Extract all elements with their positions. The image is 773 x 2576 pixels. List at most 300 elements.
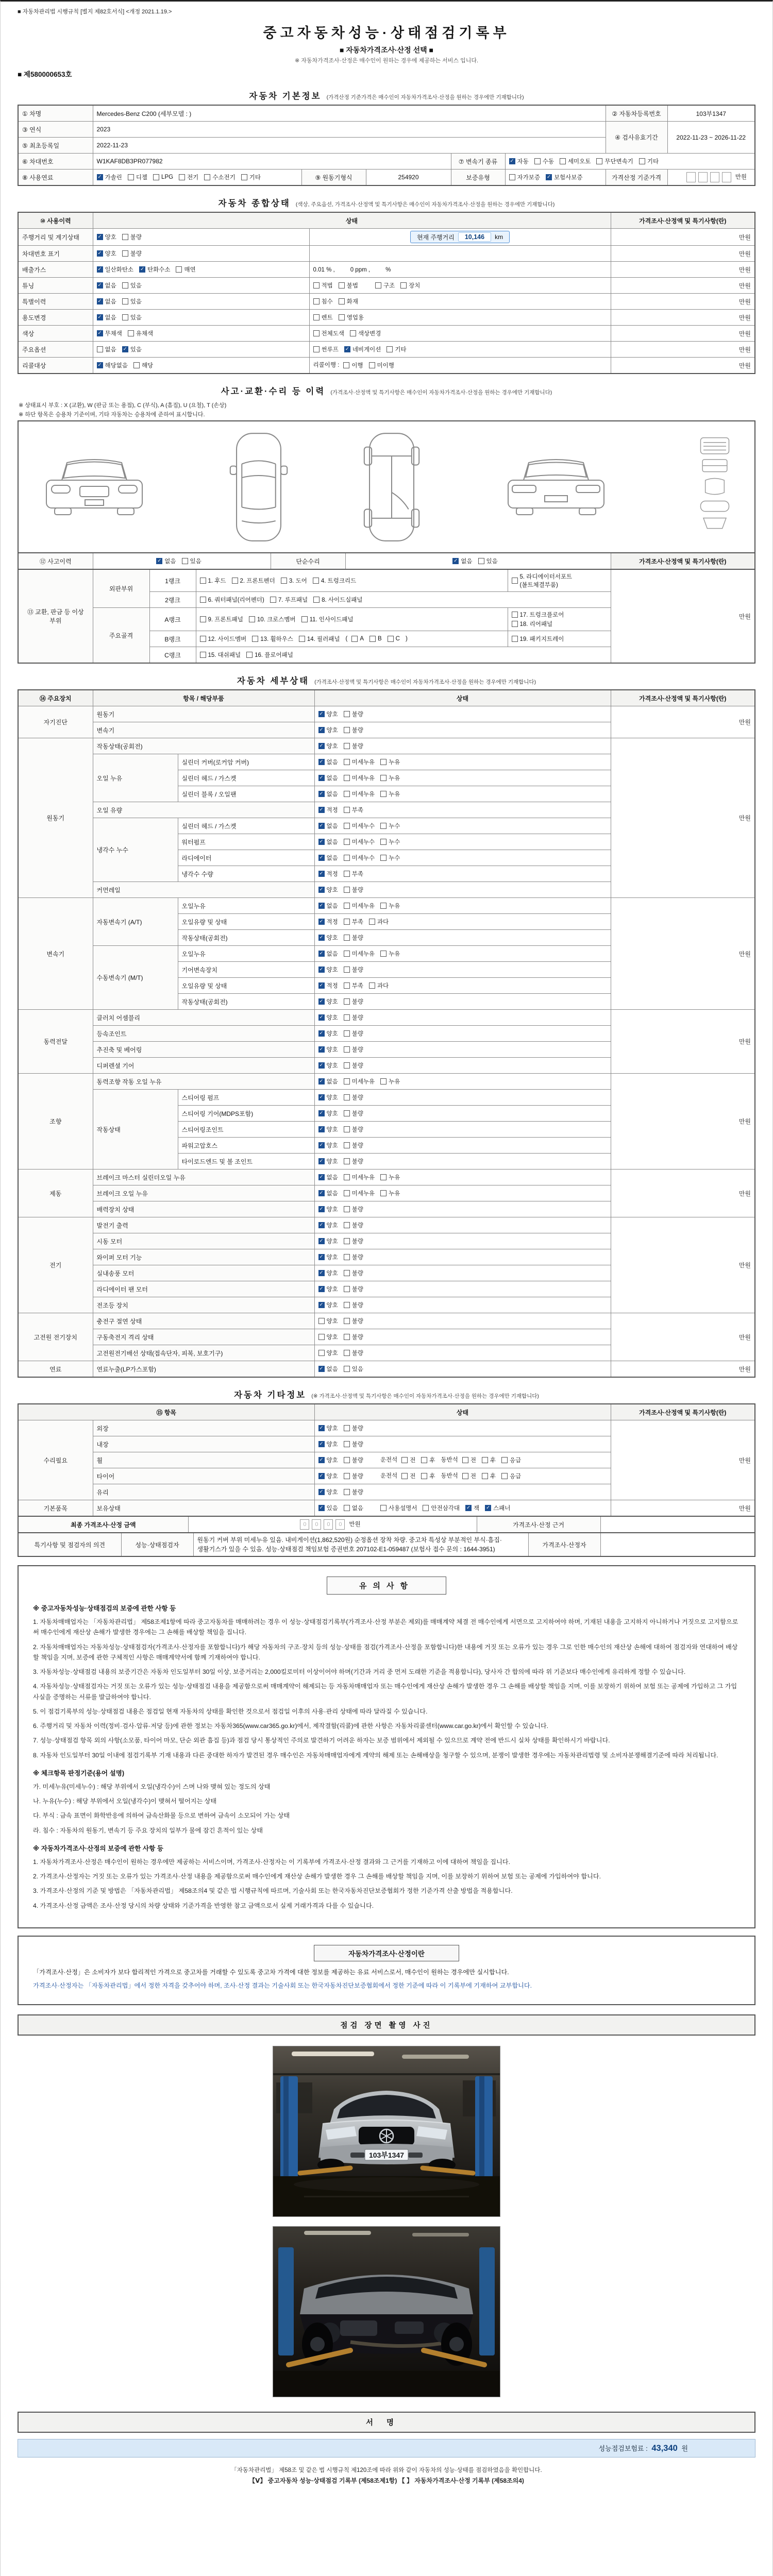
- state-cell: [314, 1249, 611, 1265]
- current-mileage-value: 10,146: [458, 232, 491, 242]
- cell: ⑧ 사용연료: [18, 170, 93, 186]
- cell: 충전구 절연 상태: [93, 1313, 314, 1329]
- checkbox-unchecked: 불량: [344, 1125, 363, 1133]
- checkbox-checked: ✓ 양호: [318, 1125, 338, 1133]
- notice-item: 4. 자동차성능·상태점검자는 거짓 또는 오류가 있는 성능·상태점검 내용을 제공함으로써 매매계약이 해제되는 등 자동차매매업자 또는 매수인에게 재산상 손해가 발생한 경우 그 손해를 배상할 책임을 지며, 이를 보장하기 위하여 보험 또는 공제에 가입하고 그 가입 사실을 증명하는 서류를 발급하여야 합니다.: [33, 1683, 737, 1701]
- checkbox-unchecked: 불량: [344, 1317, 363, 1325]
- cell: ⑩ 사용이력: [18, 212, 93, 229]
- cell: 만원: [611, 1010, 755, 1074]
- cell: 타이어: [93, 1468, 314, 1484]
- checkbox-checked: ✓ 양호: [318, 1221, 338, 1229]
- cell: 가격조사·산정 근거: [477, 1516, 600, 1533]
- state-cell: [314, 1436, 611, 1452]
- cell: 1랭크: [149, 569, 196, 592]
- checkbox-unchecked: 불량: [344, 1285, 363, 1293]
- checkbox-unchecked: 불량: [344, 1205, 363, 1213]
- checkbox-unchecked: 불량: [344, 1269, 363, 1277]
- state-cell: [314, 1154, 611, 1170]
- cell: 시동 모터: [93, 1233, 314, 1249]
- checkbox-checked: ✓ 양호: [318, 726, 338, 734]
- cell: 색상: [18, 326, 93, 342]
- checkbox-checked: ✓ 네비게이션: [344, 345, 381, 353]
- price-option-subtitle: ■ 자동차가격조사·산정 선택 ■: [339, 46, 433, 54]
- checkbox-unchecked: 해당: [133, 361, 153, 369]
- checkbox-checked: ✓ 양호: [318, 710, 338, 718]
- checkbox-checked: ✓ 없음: [318, 838, 338, 846]
- cell: 가격조사·산정자: [528, 1533, 600, 1556]
- state-cell: [314, 1329, 611, 1345]
- checkbox-unchecked: 14. 필러패널: [299, 635, 340, 643]
- signature-section-title: 서명: [18, 2412, 755, 2433]
- cell: 변속기: [18, 898, 93, 1010]
- cell: 특별이력: [18, 294, 93, 310]
- amount-digit-boxes: 0 0 0 0: [300, 1519, 345, 1530]
- cell: 리콜대상: [18, 358, 93, 374]
- checkbox-unchecked: 누수: [380, 838, 400, 846]
- checkbox-unchecked: 있음: [182, 557, 201, 565]
- cell: 디퍼렌셜 기어: [93, 1058, 314, 1074]
- state-cell: [314, 962, 611, 978]
- checkbox-unchecked: 불량: [344, 1456, 363, 1464]
- checkbox-unchecked: 안전삼각대: [423, 1504, 460, 1512]
- reg-no-label: ② 자동차등록번호: [606, 105, 667, 122]
- checkbox-unchecked: 불량: [344, 742, 363, 750]
- checkbox-checked: ✓ 양호: [318, 1013, 338, 1022]
- basic-info-table: [18, 105, 755, 186]
- checkbox-unchecked: 누유: [380, 790, 400, 798]
- checkbox-unchecked: 수동: [534, 157, 554, 165]
- cell: 제동: [18, 1170, 93, 1217]
- state-cell: [93, 170, 301, 186]
- state-cell: [314, 1074, 611, 1090]
- checkbox-unchecked: 과다: [369, 981, 389, 990]
- checkbox-checked: ✓ 있음: [122, 345, 142, 353]
- notices-title: 유의사항: [327, 1577, 446, 1595]
- state-cell: [93, 246, 309, 262]
- checkbox-unchecked: 불량: [344, 1237, 363, 1245]
- exchange-panel-table: [18, 569, 755, 664]
- checkbox-unchecked: 3. 도어: [281, 577, 307, 585]
- inline-text: 0 ppm ,: [350, 267, 371, 273]
- cell: 만원: [611, 326, 755, 342]
- cell: 만원: [611, 358, 755, 374]
- checkbox-unchecked: 누유: [380, 902, 400, 910]
- cell: ⑦ 변속기 종류: [451, 154, 505, 170]
- notice-item: 3. 가격조사·산정의 기준 및 방법은 「자동차관리법」 제58조의4 및 같은 법 시행규칙에 따르며, 기술사회 또는 한국자동차진단보증협회가 정한 기준가격 산출 방법을 적용합니다.: [33, 1887, 513, 1895]
- cell: 254920: [366, 170, 451, 186]
- state-cell: [309, 294, 611, 310]
- vin-value: W1KAF8DB3PR077982: [93, 154, 451, 170]
- car-diagram-rear-view: [492, 443, 620, 531]
- state-cell: [93, 310, 309, 326]
- cell: ③ 연식: [18, 122, 93, 138]
- price-definition-title: 자동차가격조사·산정이란: [314, 1945, 459, 1961]
- cell: 2023: [93, 122, 606, 138]
- cell: 가격조사·산정액 및 특기사항(란): [611, 1404, 755, 1420]
- checkbox-unchecked: 응급: [501, 1472, 521, 1480]
- price-definition-paragraph: 가격조사·산정자는 「자동차관리법」에서 정한 자격을 갖추어야 하며, 조사·산정 결과는 기술사회 또는 한국자동차진단보증협회에서 정한 기준에 따라 이 기록부에 기재하여 교부합니다.: [33, 1982, 532, 1990]
- checkbox-unchecked: 세미오토: [560, 157, 591, 165]
- section-overall-condition: [18, 192, 755, 374]
- checkbox-unchecked: 후: [421, 1472, 435, 1480]
- notice-item: 라. 침수 : 자동차의 원동기, 변속기 등 주요 장치의 일부가 물에 잠긴 흔적이 있는 상태: [33, 1826, 263, 1834]
- state-cell: [314, 802, 611, 818]
- cell: ⑥ 차대번호: [18, 154, 93, 170]
- checkbox-unchecked: 후: [482, 1472, 496, 1480]
- checkbox-checked: ✓ 없음: [452, 557, 472, 565]
- notice-item: 7. 성능·상태점검 항목 외의 사항(소모품, 타이어 마모, 단순 외관 흠집 등)과 점검 당시 통상적인 주의로 발견하기 어려운 하자는 보증 범위에서 제외될 수 있으므로 계약 전에 반드시 실차 상태를 확인하시기 바랍니다.: [33, 1737, 610, 1744]
- checkbox-unchecked: 후: [482, 1456, 496, 1464]
- state-cell: [314, 882, 611, 898]
- checkbox-checked: ✓ 없음: [318, 950, 338, 958]
- cell: 상태: [93, 212, 611, 229]
- diagram-basis-legend: ※ 하단 항목은 승용차 기준이며, 기타 자동차는 승용차에 준하여 표시합니다.: [19, 412, 205, 418]
- cell: ⑭ 주요장치: [18, 690, 93, 706]
- inspection-photo-front: [273, 2046, 500, 2216]
- state-cell: [93, 294, 309, 310]
- inspection-photo-1: [273, 2046, 500, 2217]
- state-cell: [314, 834, 611, 850]
- state-cell: [314, 1500, 611, 1517]
- checkbox-unchecked: 불량: [344, 710, 363, 718]
- checkbox-unchecked: 불량: [344, 1440, 363, 1448]
- cell: 만원: [611, 294, 755, 310]
- state-cell: [196, 592, 611, 608]
- checkbox-unchecked: 렌트: [313, 313, 333, 321]
- checkbox-unchecked: 불량: [344, 1221, 363, 1229]
- cell: 실내송풍 모터: [93, 1265, 314, 1281]
- cell: 원동기: [18, 738, 93, 898]
- checkbox-unchecked: 미세누유: [344, 902, 375, 910]
- checkbox-checked: ✓ 양호: [318, 1237, 338, 1245]
- checkbox-unchecked: 미세누유: [344, 1077, 375, 1086]
- cell: 스티어링 펌프: [178, 1090, 314, 1106]
- cell: [600, 1533, 755, 1556]
- inline-text: ): [405, 636, 408, 642]
- checkbox-checked: ✓ 양호: [318, 1109, 338, 1117]
- price-definition-box: [18, 1936, 755, 2005]
- checkbox-checked: ✓ 있음: [318, 1504, 338, 1512]
- state-cell: [314, 866, 611, 882]
- checkbox-unchecked: 불량: [344, 1093, 363, 1101]
- cell: 2022-11-23: [93, 138, 606, 154]
- cell: 타이로드엔드 및 볼 조인트: [178, 1154, 314, 1170]
- cell: 만원: [611, 310, 755, 326]
- checkbox-unchecked: 전체도색: [313, 329, 344, 337]
- checkbox-checked: ✓ 없음: [97, 281, 116, 290]
- checkbox-checked: ✓ 양호: [318, 1269, 338, 1277]
- checkbox-unchecked: 기타: [386, 345, 406, 353]
- cell: 내장: [93, 1436, 314, 1452]
- checkbox-unchecked: 11. 인사이드패널: [301, 615, 354, 623]
- checkbox-unchecked: 썬루프: [313, 345, 339, 353]
- checkbox-checked: ✓ 없음: [318, 902, 338, 910]
- state-cell: [314, 1201, 611, 1217]
- cell: 만원: [611, 569, 755, 663]
- state-cell: [314, 1122, 611, 1138]
- cell: 외판부위: [93, 569, 149, 608]
- section-accident-title: 사고·교환·수리 등 이력 (가격조사·산정액 및 특기사항은 매수인이 자동차가격조사·산정을 원하는 경우에만 기재합니다): [221, 387, 552, 396]
- cell: 브레이크 오일 누유: [93, 1185, 314, 1201]
- state-cell: [314, 1361, 611, 1378]
- checkbox-unchecked: 미세누유: [344, 950, 375, 958]
- checkbox-checked: ✓ 적정: [318, 918, 338, 926]
- checkbox-unchecked: 불량: [344, 1013, 363, 1022]
- cell: 동력조향 작동 오일 누유: [93, 1074, 314, 1090]
- state-cell: [314, 1138, 611, 1154]
- checkbox-unchecked: 불량: [344, 1141, 363, 1149]
- checkbox-unchecked: 불량: [344, 1157, 363, 1165]
- cell: 클러치 어셈블리: [93, 1010, 314, 1026]
- cell: 가격조사·산정액 및 특기사항(란): [611, 553, 755, 569]
- checkbox-checked: ✓ 적정: [318, 870, 338, 878]
- notice-item: 나. 누유(누수) : 해당 부위에서 오일(냉각수)이 맺혀서 떨어지는 상태: [33, 1798, 217, 1805]
- checkbox-unchecked: 누수: [380, 854, 400, 862]
- checkbox-unchecked: 수소전기: [204, 173, 235, 181]
- inspection-photo-2: [273, 2226, 500, 2397]
- cell: 만원: [611, 229, 755, 246]
- cell: 변속기: [93, 722, 314, 738]
- checkbox-checked: ✓ 양호: [318, 1205, 338, 1213]
- state-cell: [505, 170, 606, 186]
- checkbox-unchecked: 양호: [318, 1349, 338, 1357]
- cell: 배력장치 상태: [93, 1201, 314, 1217]
- notices-section: [18, 1565, 755, 1928]
- checkbox-unchecked: 응급: [501, 1456, 521, 1464]
- cell: 만원: [611, 1170, 755, 1217]
- checkbox-unchecked: 15. 대쉬패널: [200, 651, 241, 659]
- price-definition-paragraph: 「가격조사·산정」은 소비자가 보다 합리적인 가격으로 중고차를 거래할 수 있도록 중고차 가격에 대한 정보를 제공하는 유료 서비스로서, 매수인이 원하는 경우에만 실시합니다.: [33, 1968, 509, 1976]
- cell: 자동변속기 (A/T): [93, 898, 178, 946]
- checkbox-checked: ✓ 양호: [318, 997, 338, 1006]
- state-cell: [196, 608, 508, 631]
- checkbox-unchecked: 19. 패키지트레이: [512, 635, 564, 643]
- page-title: 중고자동차성능·상태점검기록부: [263, 25, 510, 41]
- inline-text: 리콜이행 :: [313, 362, 340, 369]
- checkbox-checked: ✓ 양호: [318, 1029, 338, 1038]
- cell: 만원: [611, 738, 755, 898]
- state-cell: [314, 754, 611, 770]
- checkbox-checked: ✓ 적정: [318, 981, 338, 990]
- state-cell: [314, 738, 611, 754]
- car-diagram-underside-view: [358, 429, 425, 545]
- cell: [600, 1516, 755, 1533]
- premium-unit: 원: [681, 2444, 688, 2452]
- checkbox-unchecked: 양호: [318, 1333, 338, 1341]
- cell: 발전기 출력: [93, 1217, 314, 1233]
- checkbox-unchecked: 2. 프론트펜더: [232, 577, 275, 585]
- checkbox-unchecked: 17. 트렁크플로어: [512, 611, 564, 619]
- notices-group-c-title: ※ 자동차가격조사·산정의 보증에 관한 사항 등: [33, 1844, 163, 1852]
- inspector-comment: 원동기 커버 부위 미세누유 있음. 내비게이션(1,862,520원) 순정옵션 장착 차량. 중고차 특성상 부분적인 부식·흠집·생활기스가 있을 수 있음. 성능·상태점검 책임보험 증권번호 207102-E1-059487 (보험사 접수 문의 : 1644-3951): [193, 1533, 528, 1556]
- state-cell: [93, 262, 309, 278]
- inline-text: 만원: [735, 174, 747, 181]
- checkbox-unchecked: 전: [401, 1456, 415, 1464]
- premium-value: 43,340: [651, 2443, 678, 2453]
- checkbox-unchecked: 불량: [344, 1349, 363, 1357]
- checkbox-checked: ✓ 없음: [97, 313, 116, 321]
- checkbox-unchecked: 장치: [400, 281, 420, 290]
- cell: 오일유량 및 상태: [178, 914, 314, 930]
- regulation-note: ■ 자동차관리법 시행규칙 [별지 제82호서식] <개정 2021.1.19.>: [18, 9, 172, 15]
- checkbox-checked: ✓ 없음: [318, 822, 338, 830]
- checkbox-unchecked: 불량: [344, 1424, 363, 1432]
- checkbox-unchecked: 불량: [344, 1061, 363, 1070]
- state-cell: [508, 608, 611, 631]
- checkbox-checked: ✓ 없음: [318, 1173, 338, 1181]
- cell: 만원: [611, 1420, 755, 1500]
- cell: ④ 검사유효기간: [606, 122, 667, 154]
- state-cell: [314, 770, 611, 786]
- checkbox-unchecked: 전: [462, 1456, 476, 1464]
- state-cell: [314, 1170, 611, 1185]
- checkbox-unchecked: 미세누수: [344, 838, 375, 846]
- state-cell: [309, 229, 611, 246]
- current-mileage-box: 현재 주행거리 10,146 km: [410, 231, 510, 243]
- checkbox-checked: ✓ 양호: [318, 1301, 338, 1309]
- checkbox-unchecked: 영업용: [339, 313, 364, 321]
- notice-item: 4. 가격조사·산정 금액은 조사·산정 당시의 차량 상태와 기준가격을 반영한 참고 금액으로서 실제 거래가격과 다를 수 있습니다.: [33, 1902, 374, 1909]
- checkbox-checked: ✓ 없음: [318, 758, 338, 766]
- inspection-photo-underside: [273, 2227, 500, 2397]
- state-cell: [508, 569, 611, 592]
- checkbox-checked: ✓ 양호: [318, 1061, 338, 1070]
- checkbox-unchecked: 미세누유: [344, 790, 375, 798]
- cell: 주요골격: [93, 608, 149, 664]
- cell: 만원: [611, 1500, 755, 1517]
- checkbox-unchecked: 부족: [344, 806, 363, 814]
- checkbox-checked: ✓ 양호: [318, 934, 338, 942]
- state-cell: [314, 1090, 611, 1106]
- state-cell: [314, 1185, 611, 1201]
- inline-text: 동반석: [441, 1457, 458, 1464]
- checkbox-unchecked: 불량: [344, 886, 363, 894]
- checkbox-unchecked: 색상변경: [350, 329, 381, 337]
- cell: 연료: [18, 1361, 93, 1378]
- cell: 기본품목: [18, 1500, 93, 1517]
- state-cell: [309, 262, 611, 278]
- cell: 상태: [314, 690, 611, 706]
- cell: 실린더 블록 / 오일팬: [178, 786, 314, 802]
- checkbox-checked: ✓ 보험사보증: [546, 173, 583, 181]
- checkbox-unchecked: 불량: [344, 965, 363, 974]
- amount-digit-boxes: [686, 172, 731, 182]
- final-price-table: [18, 1516, 755, 1533]
- checkbox-unchecked: 있음: [478, 557, 498, 565]
- checkbox-unchecked: 불량: [122, 233, 142, 241]
- accident-history-table: [18, 552, 755, 570]
- state-cell: [314, 850, 611, 866]
- checkbox-unchecked: 불량: [344, 1301, 363, 1309]
- checkbox-unchecked: 16. 플로어패널: [246, 651, 293, 659]
- cell: 냉각수 누수: [93, 818, 178, 882]
- cell: 등속조인트: [93, 1026, 314, 1042]
- cell: 만원: [611, 262, 755, 278]
- checkbox-unchecked: 불량: [344, 1045, 363, 1054]
- cell: ⑤ 최초등록일: [18, 138, 93, 154]
- checkbox-unchecked: 적법: [313, 281, 333, 290]
- notice-item: 6. 주행거리 및 자동차 이력(정비·검사·압류·저당 등)에 관한 정보는 자동차365(www.car365.go.kr)에서, 제작결함(리콜)에 관한 사항은 자동차리콜센터(www.car.go.kr)에서 확인할 수 있습니다.: [33, 1722, 549, 1730]
- checkbox-unchecked: 양호: [318, 1317, 338, 1325]
- checkbox-unchecked: 있음: [122, 313, 142, 321]
- checkbox-unchecked: 9. 프론트패널: [200, 615, 243, 623]
- license-plate-text: 103부1347: [368, 2150, 405, 2159]
- cell: 전기: [18, 1217, 93, 1313]
- cell: ① 차명: [18, 105, 93, 122]
- state-cell: [314, 1042, 611, 1058]
- state-cell: [93, 358, 309, 374]
- state-cell: [314, 1420, 611, 1436]
- cell: 오일 유량: [93, 802, 314, 818]
- checkbox-checked: ✓ 가솔린: [97, 173, 122, 181]
- state-cell: [93, 553, 271, 569]
- state-cell: [314, 898, 611, 914]
- checkbox-checked: ✓ 양호: [318, 742, 338, 750]
- cell: 주요옵션: [18, 342, 93, 358]
- cell: 단순수리: [271, 553, 345, 569]
- checkbox-unchecked: 불량: [344, 934, 363, 942]
- checkbox-unchecked: 부족: [344, 981, 363, 990]
- checkbox-unchecked: 불량: [344, 1253, 363, 1261]
- car-diagram-part-icons: [686, 430, 743, 544]
- cell: 가격산정 기준가격: [606, 170, 667, 186]
- checkbox-unchecked: 누유: [380, 1189, 400, 1197]
- cell: 실린더 커버(로커암 커버): [178, 754, 314, 770]
- checkbox-checked: ✓ 양호: [318, 1141, 338, 1149]
- checkbox-unchecked: B: [369, 636, 382, 642]
- cell: 가격조사·산정액 및 특기사항(란): [611, 212, 755, 229]
- checkbox-checked: ✓ 없음: [318, 1077, 338, 1086]
- checkbox-unchecked: 화재: [339, 297, 358, 306]
- inline-text: 0.01 % ,: [313, 267, 335, 273]
- cell: 만원: [611, 1361, 755, 1378]
- checkbox-unchecked: 4. 트렁크리드: [313, 577, 356, 585]
- notice-item: 1. 자동차매매업자는 「자동차관리법」 제58조제1항에 따라 중고자동차를 매매하려는 경우 이 성능·상태점검기록부(가격조사·산정 부분은 제외)를 매매계약 체결 전 매수인에게 서면으로 고지하여야 하며, 기재된 내용을 고지하지 아니하거나 거짓으로 고지함으로써 매수인에게 재산상 손해가 발생한 경우에는 그 손해를 배상할 책임을 집니다.: [33, 1618, 738, 1636]
- checkbox-unchecked: 미세누유: [344, 758, 375, 766]
- state-cell: [309, 278, 611, 294]
- cell: 외장: [93, 1420, 314, 1436]
- checkbox-unchecked: 불량: [344, 1488, 363, 1496]
- notices-group-a: [33, 1617, 740, 1760]
- checkbox-unchecked: 없음: [97, 345, 116, 353]
- notice-item: 1. 자동차가격조사·산정은 매수인이 원하는 경우에만 제공하는 서비스이며, 가격조사·산정자는 이 기록부에 가격조사·산정 결과와 그 근거를 기재하고 이에 대하여 책임을 집니다.: [33, 1858, 510, 1866]
- checkbox-unchecked: 유채색: [128, 329, 153, 337]
- section-detail-condition: [18, 670, 755, 1378]
- cell: 스티어링 기어(MDPS포함): [178, 1106, 314, 1122]
- cell: 추진축 및 베어링: [93, 1042, 314, 1058]
- checkbox-unchecked: 부족: [344, 870, 363, 878]
- checkbox-checked: ✓ 양호: [318, 1472, 338, 1480]
- cell: 가격조사·산정액 및 특기사항(란): [611, 690, 755, 706]
- cell: C랭크: [149, 647, 196, 664]
- checkbox-checked: ✓ 적정: [318, 806, 338, 814]
- cell: ⑫ 사고이력: [18, 553, 93, 569]
- cell: 동력전달: [18, 1010, 93, 1074]
- inline-text: 동반석: [441, 1473, 458, 1480]
- state-cell: [309, 342, 611, 358]
- checkbox-unchecked: 12. 사이드멤버: [200, 635, 247, 643]
- cell: 항목 / 해당부품: [93, 690, 314, 706]
- section-etc-title: 자동차 기타정보 (※ 가격조사·산정액 및 특기사항은 매수인이 자동차가격조사·산정을 원하는 경우에만 기재합니다): [234, 1391, 539, 1400]
- notice-item: 다. 부식 : 금속 표면이 화학반응에 의하여 금속산화물 등으로 변하여 금속이 소모되어 가는 상태: [33, 1812, 290, 1820]
- cell: 조향: [18, 1074, 93, 1170]
- notice-item: 5. 이 점검기록부의 성능·상태점검 내용은 점검일 현재 자동차의 상태를 확인한 것으로서 점검일 이후의 사용·관리 상태에 따라 달라질 수 있습니다.: [33, 1707, 428, 1715]
- cell: 상태: [314, 1404, 611, 1420]
- state-cell: [314, 818, 611, 834]
- checkbox-checked: ✓ 잭: [465, 1504, 479, 1512]
- checkbox-unchecked: 없음: [344, 1504, 363, 1512]
- checkbox-unchecked: 8. 사이드실패널: [313, 596, 362, 604]
